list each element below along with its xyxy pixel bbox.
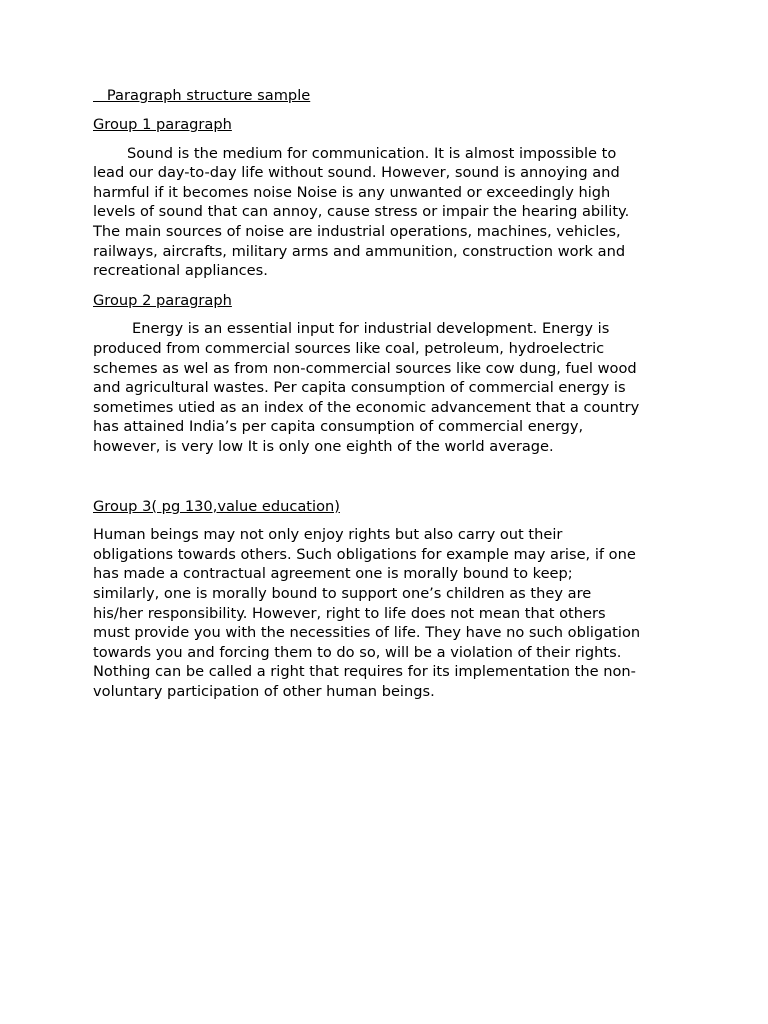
document-page bbox=[93, 86, 678, 702]
section-heading-group-2: Group 2 paragraph bbox=[93, 291, 232, 309]
section-heading-group-3: Group 3( pg 130,value education) bbox=[93, 497, 340, 515]
document-title: Paragraph structure sample bbox=[93, 87, 311, 104]
section-body-group-1: Sound is the medium for communication. It is almost impossible to lead our day-to-day life without sound. However, sound is annoying and harmful if it becomes noise Noise is any unwanted or exceedingly high levels of sound that can annoy, cause stress or impair the hearing ability. The main sources of noise are industrial operations, machines, vehicles, railways, aircrafts, military arms and ammunition, construction work and recreational appliances. bbox=[93, 144, 630, 280]
section-heading-group-1: Group 1 paragraph bbox=[93, 116, 232, 134]
section-body-group-2: Energy is an essential input for industrial development. Energy is produced from commercial sources like coal, petroleum, hydroelectric schemes as wel as from non-commercial sources like cow dung, fuel wood and agricultural wastes. Per capita consumption of commercial energy is sometimes utied as an index of the economic advancement that a country has attained India’s per capita consumption of commercial energy, however, is very low It is only one eighth of the world average. bbox=[93, 320, 640, 455]
section-body-group-3: Human beings may not only enjoy rights but also carry out their obligations towards others. Such obligations for example may arise, if one has made a contractual agreement one is morally bound to keep; similarly, one is morally bound to support one’s children as they are his/her responsibility. However, right to life does not mean that others must provide you with the necessities of life. They have no such obligation towards you and forcing them to do so, will be a violation of their rights. Nothing can be called a right that requires for its implementation the non- voluntary participation of other human beings. bbox=[93, 526, 641, 700]
